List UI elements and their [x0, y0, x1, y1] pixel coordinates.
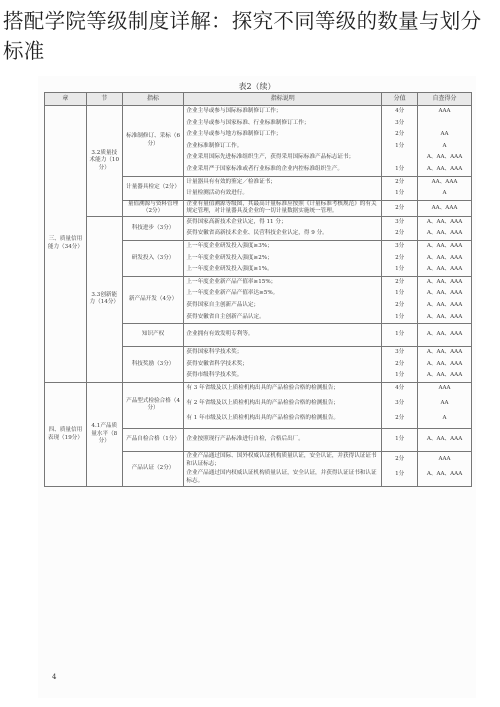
self-score-cell: A、AA、AAA A、AA、AAA A、AA、AAA [418, 347, 472, 383]
description-cell: 企业按照现行产品标准进行自检，合格后出厂。 [184, 428, 382, 451]
description-cell: 上一年度企业新产品产值率≥15%； 上一年度企业新产品产值率达≥5%。 获得国家自主创新产品认定； 获得安徽省自主创新产品认定。 [184, 276, 382, 323]
indicator-cell: 科技奖励（3分） [122, 347, 184, 383]
page-number: 4 [52, 673, 57, 681]
score-cell: 3分 2分 1分 [382, 241, 418, 277]
description-cell: 有 3 年省级及以上质检机构出具的产品检验合格的检测报告； 有 2 年省级及以上质检机构出具的产品检验合格的检测报告； 有 1 年市级及以上质检机构出具的产品检验合格的检测报告。 [184, 382, 382, 428]
description-cell: 计量器具有有效的鉴定／检准证书； 计量检测活动有效进行。 [184, 176, 382, 200]
evaluation-table [44, 92, 472, 487]
header-indicator: 指标 [122, 93, 184, 106]
indicator-cell: 知识产权 [122, 324, 184, 347]
description-cell: 企业拥有有效发明专利等。 [184, 324, 382, 347]
score-cell: 3分 2分 [382, 216, 418, 240]
score-cell: 2分 1分 2分 1分 [382, 276, 418, 323]
table-caption: 表2（续） [238, 82, 276, 91]
description-cell: 获得国家高新技术企业认定，得 11 分； 获得安徽省高新技术企业、民营科技企业认定，得 9 分。 [184, 216, 382, 240]
indicator-cell: 研发投入（3分） [122, 241, 184, 277]
document-page [38, 76, 476, 698]
self-score-cell: A、AA、AAA A、AA、AAA A、AA、AAA A、AA、AAA [418, 276, 472, 323]
indicator-cell: 量值溯源与资料管理（2分） [122, 200, 184, 216]
score-cell: 2分 [382, 200, 418, 216]
score-cell: 4分 3分 2分 [382, 382, 418, 428]
section-cell: 4.1产品质量水平（8分） [86, 382, 122, 486]
section-cell: 3.2质量技术能力（10分） [86, 106, 122, 217]
score-cell: 3分 2分 1分 [382, 347, 418, 383]
description-cell: 企业有量值溯源等级图，其最高计量标准应按照《计量标准考核规范》的有关规定管理，对计量器具及企业的一切计量数据实施统一管理。 [184, 200, 382, 216]
chapter-cell: 三、质量信用能力（34分） [45, 106, 87, 383]
score-cell: 2分 1分 [382, 176, 418, 200]
self-score-cell: AAA AA A [418, 382, 472, 428]
indicator-cell: 产品型式检验合格（4分） [122, 382, 184, 428]
score-cell: 1分 [382, 428, 418, 451]
header-description: 指标说明 [184, 93, 382, 106]
header-section: 节 [86, 93, 122, 106]
header-chapter: 章 [45, 93, 87, 106]
indicator-cell: 新产品开发（4分） [122, 276, 184, 323]
score-cell: 2分 1分 [382, 451, 418, 486]
self-score-cell: AAA AA A A、AA、AAA A、AA、AAA [418, 106, 472, 177]
self-score-cell: A、AA、AAA [418, 428, 472, 451]
self-score-cell: AA、AAA [418, 200, 472, 216]
indicator-cell: 产品自检合格（1分） [122, 428, 184, 451]
self-score-cell: A、AA、AAA A、AA、AAA A、AA、AAA [418, 241, 472, 277]
table-header-row [45, 93, 472, 106]
self-score-cell: AAA A、AA、AAA [418, 451, 472, 486]
section-cell: 3.3创新能力（14分） [86, 216, 122, 382]
self-score-cell: AA、AAA A [418, 176, 472, 200]
score-cell: 1分 [382, 324, 418, 347]
indicator-cell: 计量器具检定（2分） [122, 176, 184, 200]
description-cell: 企业产品通过国际、国外权威认证机构质量认证，安全认证，并获得认证证书和认证标志； 企业产品通过国内权威认证机构质量认证，安全认证，并获得认证证书和认证标志。 [184, 451, 382, 486]
header-score: 分值 [382, 93, 418, 106]
self-score-cell: A、AA、AAA A、AA、AAA [418, 216, 472, 240]
article-title: 搭配学院等级制度详解：探究不同等级的数量与划分标准 [3, 9, 482, 63]
description-cell: 获得国家科学技术奖； 获得安徽省科学技术奖； 获得市级科学技术奖。 [184, 347, 382, 383]
indicator-cell: 产品认证（2分） [122, 451, 184, 486]
table-row [45, 216, 472, 240]
self-score-cell: A、AA、AAA [418, 324, 472, 347]
table-row [45, 382, 472, 428]
table-row [45, 106, 472, 177]
header-self-score: 自查得分 [418, 93, 472, 106]
chapter-cell: 四、质量信用表现（19分） [45, 382, 87, 486]
description-cell: 企业主导或参与国际标准制修订工作； 企业主导或参与国家标准、行业标准制修订工作； 企业主导或参与地方标准制修订工作； 企业标准制修订工作。 企业采用国际先进标准组织生产，获得采用国际标准产品标志证书； 企业采用严于国家标准或者行业标准的企业内控标准组织生产。 [184, 106, 382, 177]
indicator-cell: 科技进步（3分） [122, 216, 184, 240]
indicator-cell: 标准制修订、采标（6分） [122, 106, 184, 177]
score-cell: 4分 3分 2分 1分 1分 [382, 106, 418, 177]
description-cell: 上一年度企业研发投入强度≥3%； 上一年度企业研发投入强度≥2%； 上一年度企业研发投入强度≥1%。 [184, 241, 382, 277]
